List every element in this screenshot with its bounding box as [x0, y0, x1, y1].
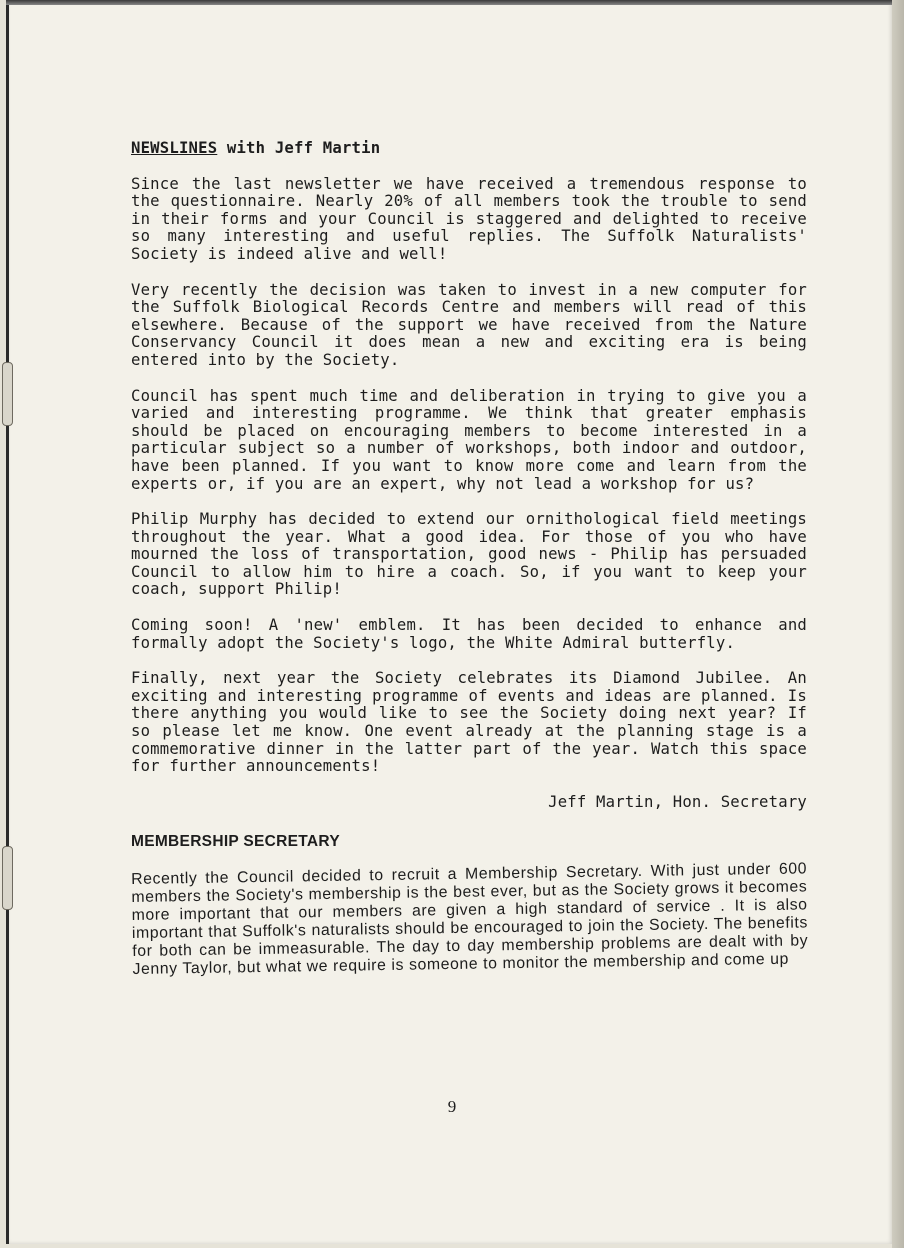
binding-staple-top [2, 362, 13, 426]
article-paragraph-3: Council has spent much time and deliberation in trying to give you a varied and interesting programme. We think that greater emphasis should be placed on encouraging members to become interested in a particular subject so a number of workshops, both indoor and outdoor, have been planned. If you want to know more come and learn from the experts or, if you are an expert, why not lead a workshop for us? [131, 386, 807, 493]
top-edge [6, 0, 904, 5]
article-paragraph-5: Coming soon! A 'new' emblem. It has been decided to enhance and formally adopt the Society's logo, the White Admiral butterfly. [131, 616, 807, 652]
article-paragraph-6: Finally, next year the Society celebrates its Diamond Jubilee. An exciting and interesting programme of events and ideas are planned. Is there anything you would like to see the Society doing next year? If so please let me know. One event already at the planning stage is a commemorative dinner in the latter part of the year. Watch this space for further announcements! [131, 669, 807, 776]
membership-heading: MEMBERSHIP SECRETARY [131, 833, 340, 851]
membership-paragraph: Recently the Council decided to recruit a Membership Secretary. With just under 600 members the Society's membership is the best ever, but as the Society grows it becomes more important that our members are given a high standard of service . It is also important that Suffolk's naturalists should be encouraged to join the Society. The benefits for both can be immeasurable. The day to day membership problems are dealt with by Jenny Taylor, but what we require is someone to monitor the membership and come up [131, 860, 809, 978]
article-signature: Jeff Martin, Hon. Secretary [548, 792, 807, 811]
article-paragraph-2: Very recently the decision was taken to invest in a new computer for the Suffolk Biological Records Centre and members will read of this elsewhere. Because of the support we have received from the Nature Conservancy Council it does mean a new and exciting era is being entered into by the Society. [131, 280, 807, 369]
article-title-underlined: NEWSLINES [131, 139, 218, 157]
article-paragraph-1: Since the last newsletter we have received a tremendous response to the questionnaire. Nearly 20% of all members took the trouble to send in their forms and your Council is staggered and delighted to receive so many interesting and useful replies. The Suffolk Naturalists' Society is indeed alive and well! [131, 174, 807, 263]
article-title [131, 140, 807, 158]
article-paragraph-4: Philip Murphy has decided to extend our ornithological field meetings throughout the year. What a good idea. For those of you who have mourned the loss of transportation, good news - Philip has persuaded Council to allow him to hire a coach. So, if you want to keep your coach, support Philip! [131, 510, 807, 599]
article-title-rest: with Jeff Martin [217, 139, 381, 157]
binding-staple-bottom [2, 846, 13, 910]
page-number: 9 [447, 1097, 457, 1116]
page-content [131, 140, 807, 997]
right-page-edge [892, 0, 904, 1248]
